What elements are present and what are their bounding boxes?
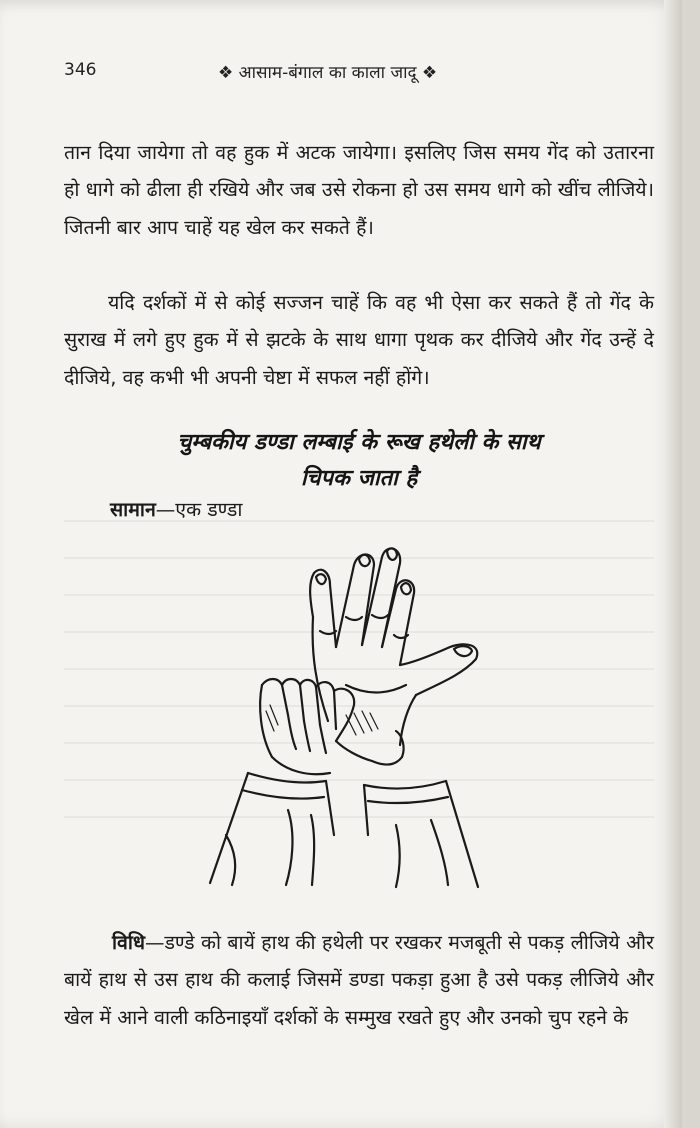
running-head bbox=[64, 60, 654, 90]
page-number: 346 bbox=[64, 60, 97, 80]
hand-gripping-wrist-illustration bbox=[196, 535, 496, 905]
paragraph-2: यदि दर्शकों में से कोई सज्जन चाहें कि वह भी ऐसा कर सकते हैं तो गेंद के सुराख में लगे हुए हुक में से झटके के साथ धागा पृथक कर दीजिये और गेंद उन्हें दे दीजिये, वह कभी भी अपनी चेष्टा में सफल नहीं होंगे। bbox=[64, 290, 654, 389]
section-heading-line-1: चुम्बकीय डण्डा लम्बाई के रूख हथेली के साथ bbox=[177, 430, 541, 455]
method-label: विधि bbox=[112, 930, 145, 954]
method-text: —डण्डे को बायें हाथ की हथेली पर रखकर मजबूती से पकड़ लीजिये और बायें हाथ से उस हाथ की कलाई जिसमें डण्डा पकड़ा हुआ है उसे पकड़ लीजिये और खेल में आने वाली कठिनाइयाँ दर्शकों के सम्मुख रखते हुए और उनको चुप रहने के bbox=[64, 930, 654, 1029]
section-heading bbox=[64, 425, 654, 497]
materials-label: सामान bbox=[110, 498, 156, 521]
section-heading-line-2: चिपक जाता है bbox=[300, 466, 418, 491]
paragraph-1: तान दिया जायेगा तो वह हुक में अटक जायेगा। इसलिए जिस समय गेंद को उतारना हो धागे को ढीला ही रखिये और जब उसे रोकना हो उस समय धागे को खींच लीजिये। जितनी बार आप चाहें यह खेल कर सकते हैं। bbox=[64, 140, 654, 239]
page-edge-shadow bbox=[664, 0, 682, 1128]
materials-line bbox=[110, 493, 242, 527]
running-title: ❖ आसाम-बंगाल का काला जादू ❖ bbox=[218, 63, 438, 83]
method-paragraph bbox=[64, 924, 654, 1037]
materials-text: —एक डण्डा bbox=[155, 498, 243, 521]
